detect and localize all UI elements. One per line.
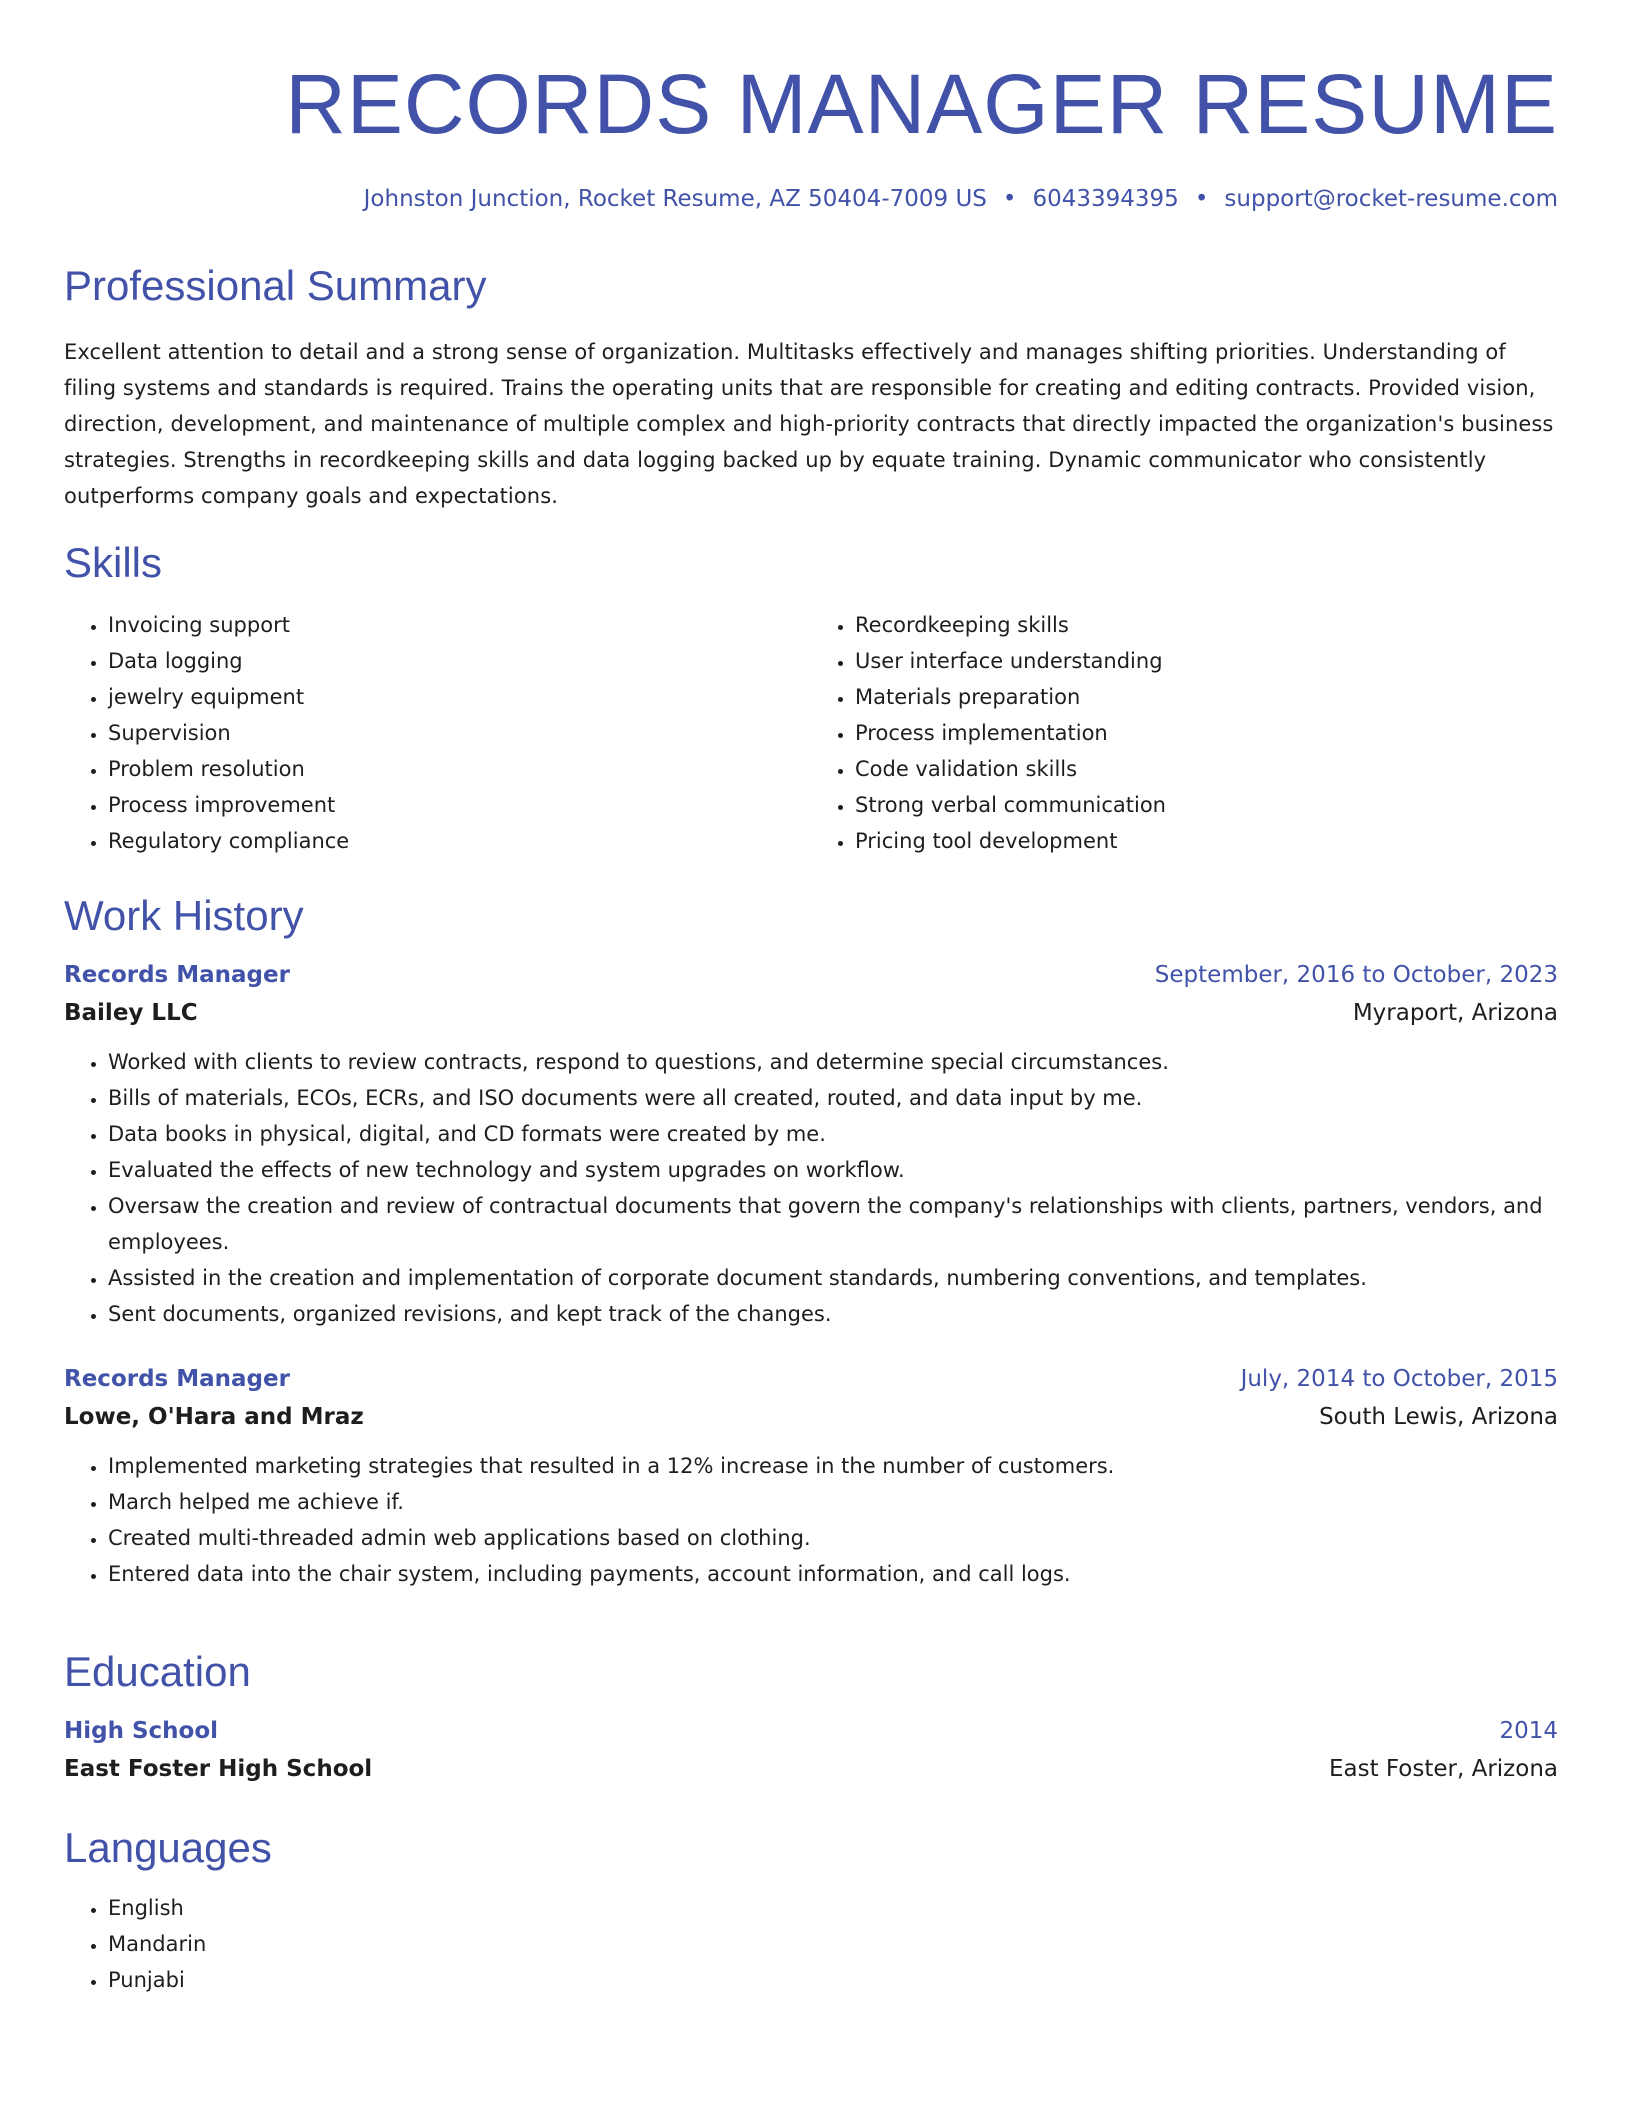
skills-section [64, 537, 1558, 859]
job-bullet: • Created multi-threaded admin web applications based on clothing. [108, 1520, 1558, 1556]
skill-item: • Data logging [108, 643, 811, 679]
skills-columns [64, 607, 1558, 859]
job-bullet: • Assisted in the creation and implementation of corporate document standards, numbering conventions, and templates. [108, 1260, 1558, 1296]
job-location: South Lewis, Arizona [1319, 1404, 1558, 1430]
skill-item: • Pricing tool development [855, 823, 1558, 859]
summary-section [64, 260, 1558, 514]
job-entry [64, 956, 1558, 1332]
job-header [64, 1360, 1558, 1398]
job-entry [64, 1360, 1558, 1592]
languages-section [64, 1822, 1558, 1998]
skills-heading: Skills [64, 539, 163, 586]
languages-list [64, 1890, 1558, 1998]
skills-list-left [64, 607, 811, 859]
job-title: Records Manager [64, 962, 290, 988]
skill-item: • Recordkeeping skills [855, 607, 1558, 643]
job-location: Myraport, Arizona [1352, 1000, 1558, 1026]
job-dates: September, 2016 to October, 2023 [1154, 962, 1558, 988]
contact-address: Johnston Junction, Rocket Resume, AZ 50404-7009 US [363, 186, 987, 212]
job-title: Records Manager [64, 1366, 290, 1392]
job-bullet: • Bills of materials, ECOs, ECRs, and ISO documents were all created, routed, and data input by me. [108, 1080, 1558, 1116]
skill-item: • User interface understanding [855, 643, 1558, 679]
job-bullet: • Data books in physical, digital, and CD formats were created by me. [108, 1116, 1558, 1152]
education-section [64, 1646, 1558, 1788]
job-company: Bailey LLC [64, 1000, 198, 1026]
skill-item: • Problem resolution [108, 751, 811, 787]
job-bullet: • Evaluated the effects of new technology and system upgrades on workflow. [108, 1152, 1558, 1188]
skill-item: • Invoicing support [108, 607, 811, 643]
resume-title: RECORDS MANAGER RESUME [285, 57, 1558, 151]
skill-item: • Process improvement [108, 787, 811, 823]
job-bullets [64, 1448, 1558, 1592]
job-company: Lowe, O'Hara and Mraz [64, 1404, 364, 1430]
contact-phone[interactable]: 6043394395 [1032, 186, 1179, 212]
job-bullet: • Oversaw the creation and review of contractual documents that govern the company's relationships with clients, partners, vendors, and employees. [108, 1188, 1558, 1260]
skill-item: • Materials preparation [855, 679, 1558, 715]
job-bullet: • Worked with clients to review contracts, respond to questions, and determine special circumstances. [108, 1044, 1558, 1080]
education-location: East Foster, Arizona [1328, 1756, 1558, 1782]
contact-separator: • [1194, 186, 1209, 212]
job-subheader [64, 994, 1558, 1032]
job-bullet: • March helped me achieve if. [108, 1484, 1558, 1520]
resume-page [64, 0, 1558, 1992]
languages-heading: Languages [64, 1824, 272, 1871]
work-section [64, 890, 1558, 1592]
job-bullet: • Implemented marketing strategies that resulted in a 12% increase in the number of customers. [108, 1448, 1558, 1484]
contact-separator: • [1002, 186, 1017, 212]
contact-line [64, 182, 1558, 216]
skill-item: • Process implementation [855, 715, 1558, 751]
contact-email[interactable]: support@rocket-resume.com [1224, 186, 1558, 212]
summary-heading: Professional Summary [64, 262, 487, 309]
education-heading: Education [64, 1648, 251, 1695]
job-bullet: • Sent documents, organized revisions, and kept track of the changes. [108, 1296, 1558, 1332]
job-subheader [64, 1398, 1558, 1436]
job-dates: July, 2014 to October, 2015 [1240, 1366, 1558, 1392]
skill-item: • Strong verbal communication [855, 787, 1558, 823]
education-degree: High School [64, 1718, 219, 1744]
skill-item: • jewelry equipment [108, 679, 811, 715]
work-heading: Work History [64, 892, 304, 939]
skill-item: • Code validation skills [855, 751, 1558, 787]
education-entry [64, 1712, 1558, 1788]
education-year: 2014 [1499, 1718, 1558, 1744]
education-header [64, 1712, 1558, 1750]
summary-text: Excellent attention to detail and a strong sense of organization. Multitasks effectively and manages shifting priorities. Understanding of filing systems and standards is required. Trains the operating units that are responsible for creating and editing contracts. Provided vision, direction, development, and maintenance of multiple complex and high-priority contracts that directly impacted the organization's business strategies. Strengths in recordkeeping skills and data logging backed up by equate training. Dynamic communicator who consistently outperforms company goals and expectations. [64, 340, 1554, 508]
education-school: East Foster High School [64, 1756, 373, 1782]
job-bullets [64, 1044, 1558, 1332]
skills-list-right [811, 607, 1558, 859]
job-bullet: • Entered data into the chair system, including payments, account information, and call logs. [108, 1556, 1558, 1592]
skill-item: • Regulatory compliance [108, 823, 811, 859]
language-item: • English [108, 1890, 1558, 1926]
language-item: • Mandarin [108, 1926, 1558, 1962]
education-subheader [64, 1750, 1558, 1788]
language-item: • Punjabi [108, 1962, 1558, 1998]
job-header [64, 956, 1558, 994]
skill-item: • Supervision [108, 715, 811, 751]
